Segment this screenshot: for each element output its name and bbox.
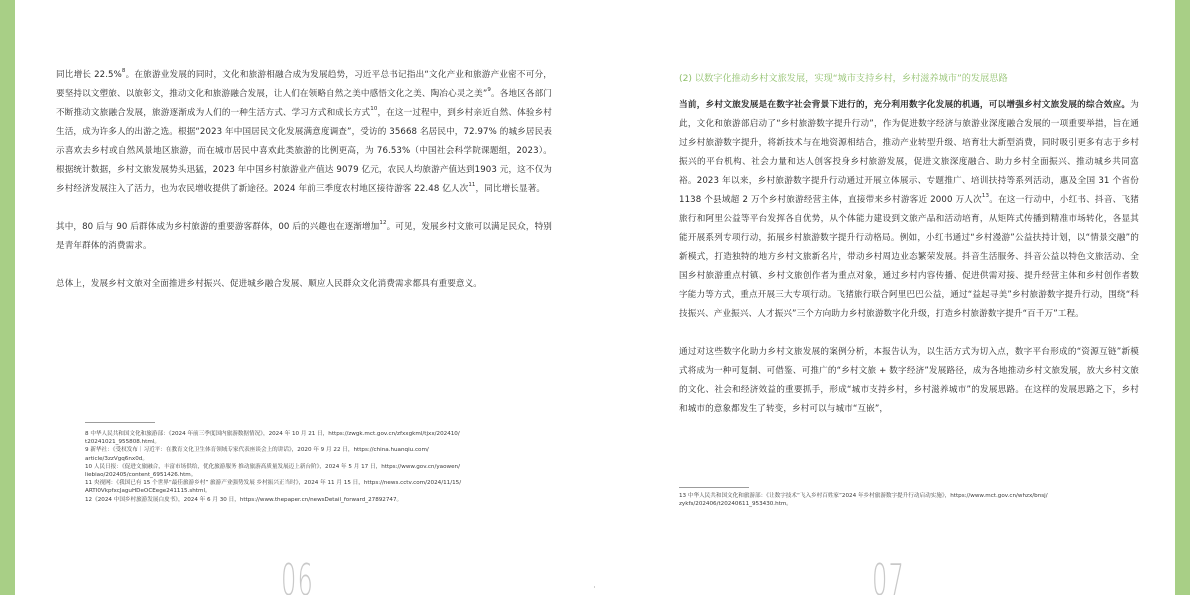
text-run: 。在旅游业发展的同时，文化和旅游相融合成为发展趋势，习近平总书记指出“文化产业和旅游产业密不可分，要坚持以文塑旅、以旅彰文，推动文化和旅游融合发展，让人们在领略自然之美中感悟文化之美、陶冶心灵之美” [56, 70, 552, 99]
footnote-line: 12《2024 中国乡村旅游发展白皮书》，2024 年 6 月 30 日，https://www.thepaper.cn/newsDetail_forward_27892747。 [85, 496, 403, 503]
right-paragraph-1 [679, 96, 1139, 324]
left-paragraph-3 [56, 275, 552, 294]
left-paragraph-1 [56, 66, 552, 199]
footnote-line: article/3zzVgq6nx0d。 [85, 455, 148, 462]
footnote-ref: 8 [121, 68, 126, 74]
footnote-line: 8 中华人民共和国文化和旅游部：《2024 年前三季度国内旅游数据情况》，2024 年 10 月 21 日，https://zwgk.mct.gov.cn/zfxxgkml/tjxx/202410/ [85, 431, 460, 437]
footnote-line: 9 新华社：《受权发布｜习近平：在教育文化卫生体育领域专家代表座谈会上的讲话》，2020 年 9 月 22 日，https://china.huanqiu.com/ [85, 447, 429, 454]
footnote-divider [85, 422, 155, 423]
footnote-ref: 12 [379, 220, 387, 226]
footnote-ref: 11 [468, 182, 476, 188]
text-run: 通过对这些数字化助力乡村文旅发展的案例分析，本报告认为，以生活方式为切入点，数字平台形成的“资源互链”新模式将成为一种可复制、可借鉴、可推广的“乡村文旅 + 数字经济”发展路径，成为各地推动乡村文旅发展，放大乡村文旅的文化、社会和经济效益的重要抓手，形成“城市支持乡村，乡村滋养城市”的发展思路。在这样的发展思路之下，乡村和城市的意象都发生了转变，乡村可以与城市“互嵌”， [679, 347, 1139, 414]
text-run: 。各地区各部门不断推动文旅融合发展，旅游逐渐成为人们的一种生活方式、学习方式和成长方式 [56, 89, 552, 118]
right-footnotes [679, 492, 1139, 508]
bold-text: 当前， [679, 100, 706, 110]
left-page [15, 0, 595, 595]
text-run: 同比增长 22.5% [56, 70, 122, 80]
text-run: 其中，80 后与 90 后群体成为乡村旅游的重要游客群体，00 后的兴趣也在逐渐增加 [56, 222, 380, 232]
text-run: 为此，文化和旅游部启动了“乡村旅游数字提升行动”，作为促进数字经济与旅游业深度融合发展的一项重要举措，旨在通过乡村旅游数字提升，将新技术与在地资源相结合，推动产业转型升级、培育壮大新型消费，同时吸引更多有志于乡村振兴的平台机构、社会力量和达人创客投身乡村旅游发展，促进文旅深度融合、助力乡村全面振兴、推动城乡共同富裕。2023 年以来，乡村旅游数字提升行动通过开展立体展示、专题推广、培训扶持等系列活动，惠及全国 31 个省份 1138 个县域超 2 万个乡村旅游经营主体，直接带来乡村游客近 2000 万人次 [679, 100, 1139, 205]
left-body-text [56, 66, 552, 294]
footnote-divider [679, 487, 749, 488]
page-number-left: 06 [281, 555, 314, 595]
left-paragraph-2 [56, 218, 552, 256]
text-run: 。可见，发展乡村文旅可以满足民众，特别是青年群体的消费需求。 [56, 222, 552, 251]
footnote-ref: 13 [981, 193, 990, 199]
page-number-right: 07 [872, 555, 905, 595]
text-run: ，在这一过程中，到乡村亲近自然、体验乡村生活，成为许多人的出游之选。根据“2023 年中国居民文化发展满意度调查”，受访的 35668 名居民中，72.97% 的城乡居民表示喜欢去乡村或自然风景地区旅游，而在城市居民中喜欢此类旅游的比例更高，为 76.53%（中国社会科学院课题组，2023）。根据统计数据，乡村文旅发展势头迅猛，2023 年中国乡村旅游业产值达 9079 亿元，农民人均旅游产值达到1903 元，这不仅为乡村经济发展注入了活力，也为农民增收提供了新途径。2024 年前三季度农村地区接待游客 22.48 亿人次 [56, 108, 552, 194]
footnote-line: t20241021_955808.html。 [85, 439, 160, 446]
footnote-line: 11 央视网：《我国已有 15 个世界“最佳旅游乡村” 旅游产业强势发展 乡村振兴正当时》，2024 年 11 月 15 日，https://news.cctv.com/2024/11/15/ [85, 480, 462, 487]
right-paragraph-2 [679, 343, 1139, 419]
footnote-line: liebiao/202405/content_6951426.htm。 [85, 472, 197, 479]
footnote-line: 13 中华人民共和国文化和旅游部：《让数字技术“飞入乡村百姓家”2024 年乡村旅游数字提升行动启动实施》，https://www.mct.gov.cn/whzx/bnsj/ [679, 493, 1048, 499]
left-footnotes [85, 430, 555, 504]
footnote-ref: 9 [487, 87, 492, 93]
footnote-line: ARTI0VkpfxcJaguHDeOCEege241115.shtml。 [85, 488, 211, 495]
text-run: 。在这一行动中，小红书、抖音、飞猪旅行和阿里公益等平台发挥各自优势，从个体能力建设到文旅产品和活动培育，从矩阵式传播到精准市场转化，各显其能开展系列专项行动，拓展乡村旅游数字提升行动格局。例如，小红书通过“乡村漫游”公益扶持计划，以“情景交融”的新模式，打造独特的地方乡村文旅新名片，带动乡村周边业态繁荣发展。抖音生活服务、抖音公益以特色文旅活动、全国乡村旅游重点村镇、乡村文旅创作者为重点对象，通过乡村内容传播、促进供需对接、提升经营主体和乡村创作者数字能力等方式，重点开展三大专项行动。飞猪旅行联合阿里巴巴公益，通过“益起寻美”乡村旅游数字提升行动，围绕“科技振兴、产业振兴、人才振兴”三个方向助力乡村旅游数字化升级，打造乡村旅游数字提升“百千万”工程。 [679, 195, 1140, 319]
text-run: 总体上，发展乡村文旅对全面推进乡村振兴、促进城乡融合发展、顺应人民群众文化消费需求都具有重要意义。 [56, 279, 482, 289]
text-run: ，同比增长显著。 [475, 184, 546, 194]
footnote-line: zykfs/202406/t20240611_953430.htm。 [679, 501, 792, 508]
footnote-line: 10 人民日报：《促进文旅融合，丰富市场供给，优化旅游服务 推动旅游高质量发展迈上新台阶》，2024 年 5 月 17 日，https://www.gov.cn/yaowen/ [85, 463, 460, 470]
right-page [595, 0, 1175, 595]
footnote-ref: 10 [370, 106, 378, 112]
right-body-text [679, 96, 1139, 419]
bold-text: 乡村文旅发展是在数字社会背景下进行的，充分利用数字化发展的机遇，可以增强乡村文旅发展的综合效应。 [705, 100, 1131, 110]
section-heading: (2) 以数字化推动乡村文旅发展，实现“城市支持乡村，乡村滋养城市”的发展思路 [679, 73, 1008, 84]
